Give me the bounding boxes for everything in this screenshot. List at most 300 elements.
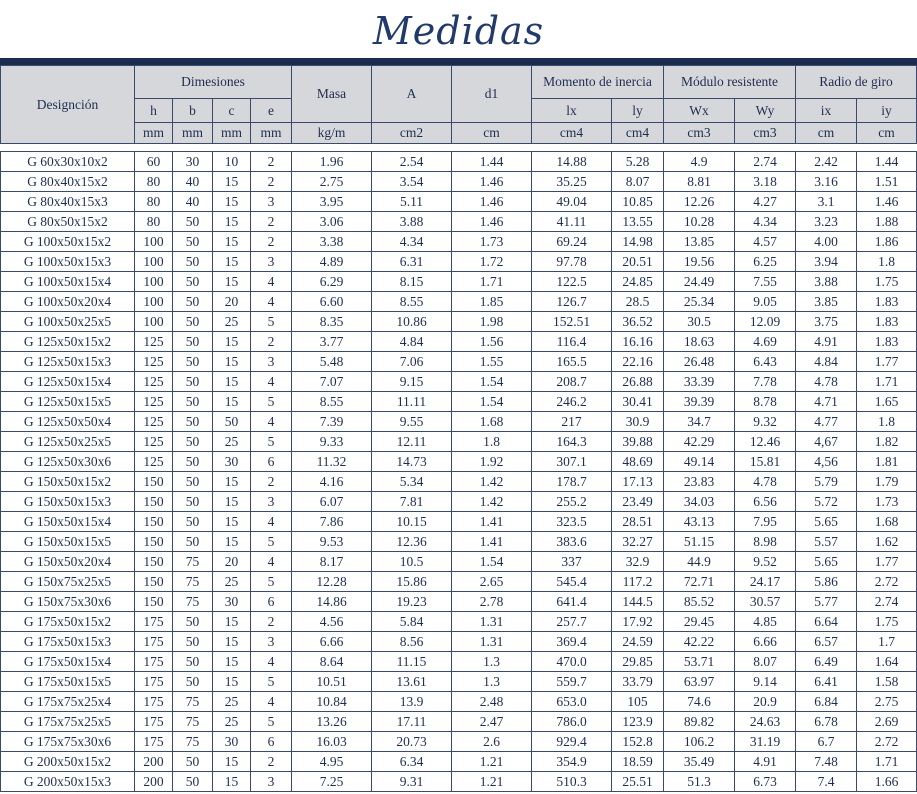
value-cell: 50 [173, 252, 213, 272]
value-cell: 126.7 [532, 292, 612, 312]
table-body [1, 152, 917, 792]
value-cell: 15 [213, 172, 251, 192]
value-cell: 4.91 [735, 752, 796, 772]
value-cell: 10.15 [372, 512, 452, 532]
value-cell: 30.9 [612, 412, 664, 432]
value-cell: 50 [173, 472, 213, 492]
value-cell: 4.89 [292, 252, 372, 272]
value-cell: 48.69 [612, 452, 664, 472]
header-radio-giro: Radio de giro [796, 66, 917, 99]
value-cell: 2.74 [735, 152, 796, 172]
value-cell: 1.21 [452, 752, 532, 772]
value-cell: 50 [173, 412, 213, 432]
value-cell: 178.7 [532, 472, 612, 492]
value-cell: 75 [173, 552, 213, 572]
header-d1: d1 [452, 66, 532, 123]
table-row [1, 192, 917, 212]
value-cell: 15 [213, 372, 251, 392]
value-cell: 2.65 [452, 572, 532, 592]
value-cell: 1.77 [857, 552, 917, 572]
value-cell: 25 [213, 712, 251, 732]
value-cell: 7.48 [796, 752, 857, 772]
value-cell: 4.27 [735, 192, 796, 212]
value-cell: 4.16 [292, 472, 372, 492]
value-cell: 1.31 [452, 612, 532, 632]
value-cell: 97.78 [532, 252, 612, 272]
value-cell: 2.54 [372, 152, 452, 172]
value-cell: 15.86 [372, 572, 452, 592]
value-cell: 15 [213, 192, 251, 212]
value-cell: 6 [251, 732, 292, 752]
value-cell: 125 [135, 332, 173, 352]
value-cell: 8.98 [735, 532, 796, 552]
value-cell: 9.32 [735, 412, 796, 432]
designation-cell: G 125x50x30x6 [1, 452, 135, 472]
value-cell: 75 [173, 592, 213, 612]
value-cell: 20 [213, 292, 251, 312]
value-cell: 4.85 [735, 612, 796, 632]
value-cell: 246.2 [532, 392, 612, 412]
value-cell: 337 [532, 552, 612, 572]
value-cell: 3.95 [292, 192, 372, 212]
value-cell: 4.34 [372, 232, 452, 252]
unit-cell: cm [796, 123, 857, 144]
value-cell: 1.8 [452, 432, 532, 452]
value-cell: 40 [173, 172, 213, 192]
subheader-b: b [173, 99, 213, 123]
value-cell: 3.38 [292, 232, 372, 252]
value-cell: 4 [251, 512, 292, 532]
unit-cell: cm3 [664, 123, 735, 144]
subheader-ly: ly [612, 99, 664, 123]
value-cell: 15 [213, 352, 251, 372]
value-cell: 8.55 [372, 292, 452, 312]
table-row [1, 352, 917, 372]
subheader-c: c [213, 99, 251, 123]
value-cell: 1.73 [452, 232, 532, 252]
value-cell: 150 [135, 552, 173, 572]
designation-cell: G 125x50x50x4 [1, 412, 135, 432]
value-cell: 8.15 [372, 272, 452, 292]
value-cell: 13.55 [612, 212, 664, 232]
value-cell: 32.27 [612, 532, 664, 552]
value-cell: 100 [135, 252, 173, 272]
value-cell: 9.15 [372, 372, 452, 392]
value-cell: 7.78 [735, 372, 796, 392]
value-cell: 69.24 [532, 232, 612, 252]
value-cell: 4 [251, 552, 292, 572]
value-cell: 6 [251, 452, 292, 472]
value-cell: 11.32 [292, 452, 372, 472]
designation-cell: G 175x75x30x6 [1, 732, 135, 752]
designation-cell: G 175x50x15x3 [1, 632, 135, 652]
designation-cell: G 150x50x15x3 [1, 492, 135, 512]
value-cell: 30.41 [612, 392, 664, 412]
value-cell: 653.0 [532, 692, 612, 712]
value-cell: 3 [251, 252, 292, 272]
designation-cell: G 150x50x20x4 [1, 552, 135, 572]
header-momento-inercia: Momento de inercia [532, 66, 664, 99]
value-cell: 29.85 [612, 652, 664, 672]
table-row [1, 592, 917, 612]
value-cell: 2 [251, 332, 292, 352]
table-row [1, 732, 917, 752]
value-cell: 125 [135, 352, 173, 372]
value-cell: 5.86 [796, 572, 857, 592]
value-cell: 1.7 [857, 632, 917, 652]
designation-cell: G 125x50x15x3 [1, 352, 135, 372]
value-cell: 1.21 [452, 772, 532, 792]
value-cell: 152.8 [612, 732, 664, 752]
value-cell: 17.13 [612, 472, 664, 492]
value-cell: 6.43 [735, 352, 796, 372]
value-cell: 3.85 [796, 292, 857, 312]
designation-cell: G 175x75x25x4 [1, 692, 135, 712]
value-cell: 50 [173, 512, 213, 532]
value-cell: 30 [173, 152, 213, 172]
value-cell: 50 [173, 292, 213, 312]
table-row [1, 372, 917, 392]
unit-cell: mm [213, 123, 251, 144]
value-cell: 100 [135, 292, 173, 312]
designation-cell: G 150x75x30x6 [1, 592, 135, 612]
value-cell: 1.96 [292, 152, 372, 172]
value-cell: 9.33 [292, 432, 372, 452]
table-row [1, 752, 917, 772]
value-cell: 3 [251, 772, 292, 792]
table-row [1, 212, 917, 232]
value-cell: 545.4 [532, 572, 612, 592]
value-cell: 1.71 [857, 752, 917, 772]
value-cell: 44.9 [664, 552, 735, 572]
value-cell: 8.35 [292, 312, 372, 332]
value-cell: 2 [251, 472, 292, 492]
value-cell: 28.5 [612, 292, 664, 312]
value-cell: 12.28 [292, 572, 372, 592]
value-cell: 5 [251, 532, 292, 552]
value-cell: 50 [173, 212, 213, 232]
header-gap [1, 144, 917, 152]
profiles-table [0, 65, 917, 792]
value-cell: 2.6 [452, 732, 532, 752]
value-cell: 6.73 [735, 772, 796, 792]
value-cell: 15 [213, 392, 251, 412]
value-cell: 39.88 [612, 432, 664, 452]
value-cell: 929.4 [532, 732, 612, 752]
value-cell: 15 [213, 472, 251, 492]
value-cell: 3 [251, 352, 292, 372]
value-cell: 23.83 [664, 472, 735, 492]
value-cell: 3.75 [796, 312, 857, 332]
value-cell: 10.86 [372, 312, 452, 332]
value-cell: 1.83 [857, 332, 917, 352]
value-cell: 19.56 [664, 252, 735, 272]
designation-cell: G 200x50x15x2 [1, 752, 135, 772]
unit-cell: cm4 [612, 123, 664, 144]
value-cell: 25.34 [664, 292, 735, 312]
value-cell: 12.26 [664, 192, 735, 212]
table-row [1, 332, 917, 352]
header-designacion: Designción [1, 66, 135, 144]
value-cell: 8.78 [735, 392, 796, 412]
value-cell: 1.68 [452, 412, 532, 432]
value-cell: 15 [213, 752, 251, 772]
value-cell: 29.45 [664, 612, 735, 632]
value-cell: 1.54 [452, 372, 532, 392]
value-cell: 1.83 [857, 292, 917, 312]
value-cell: 50 [173, 372, 213, 392]
value-cell: 2.74 [857, 592, 917, 612]
designation-cell: G 125x50x15x4 [1, 372, 135, 392]
value-cell: 2 [251, 612, 292, 632]
value-cell: 3 [251, 192, 292, 212]
designation-cell: G 175x50x15x2 [1, 612, 135, 632]
value-cell: 123.9 [612, 712, 664, 732]
subheader-ix: ix [796, 99, 857, 123]
value-cell: 5.72 [796, 492, 857, 512]
value-cell: 5.48 [292, 352, 372, 372]
value-cell: 6.64 [796, 612, 857, 632]
table-row [1, 612, 917, 632]
value-cell: 175 [135, 672, 173, 692]
value-cell: 75 [173, 712, 213, 732]
value-cell: 3.06 [292, 212, 372, 232]
value-cell: 2.72 [857, 572, 917, 592]
header-dimensiones: Dimesiones [135, 66, 292, 99]
value-cell: 200 [135, 772, 173, 792]
value-cell: 10.5 [372, 552, 452, 572]
unit-cell: mm [251, 123, 292, 144]
value-cell: 18.59 [612, 752, 664, 772]
value-cell: 1.82 [857, 432, 917, 452]
value-cell: 369.4 [532, 632, 612, 652]
value-cell: 1.86 [857, 232, 917, 252]
value-cell: 20.73 [372, 732, 452, 752]
value-cell: 17.92 [612, 612, 664, 632]
table-row [1, 652, 917, 672]
value-cell: 150 [135, 472, 173, 492]
value-cell: 75 [173, 732, 213, 752]
value-cell: 13.85 [664, 232, 735, 252]
designation-cell: G 175x50x15x4 [1, 652, 135, 672]
value-cell: 1.83 [857, 312, 917, 332]
value-cell: 1.41 [452, 512, 532, 532]
value-cell: 1.42 [452, 492, 532, 512]
designation-cell: G 80x50x15x2 [1, 212, 135, 232]
value-cell: 4.91 [796, 332, 857, 352]
value-cell: 11.15 [372, 652, 452, 672]
value-cell: 15 [213, 232, 251, 252]
value-cell: 175 [135, 692, 173, 712]
subheader-iy: iy [857, 99, 917, 123]
value-cell: 1.71 [452, 272, 532, 292]
value-cell: 80 [135, 212, 173, 232]
value-cell: 2.42 [796, 152, 857, 172]
value-cell: 4 [251, 272, 292, 292]
value-cell: 35.25 [532, 172, 612, 192]
unit-cell: cm [857, 123, 917, 144]
value-cell: 4 [251, 692, 292, 712]
value-cell: 8.17 [292, 552, 372, 572]
value-cell: 7.07 [292, 372, 372, 392]
value-cell: 17.11 [372, 712, 452, 732]
value-cell: 323.5 [532, 512, 612, 532]
value-cell: 15 [213, 772, 251, 792]
value-cell: 1.31 [452, 632, 532, 652]
designation-cell: G 150x50x15x2 [1, 472, 135, 492]
value-cell: 25 [213, 692, 251, 712]
value-cell: 24.59 [612, 632, 664, 652]
table-row [1, 712, 917, 732]
designation-cell: G 125x50x15x5 [1, 392, 135, 412]
value-cell: 15 [213, 272, 251, 292]
value-cell: 32.9 [612, 552, 664, 572]
value-cell: 31.19 [735, 732, 796, 752]
value-cell: 50 [173, 532, 213, 552]
value-cell: 1.46 [452, 172, 532, 192]
value-cell: 42.29 [664, 432, 735, 452]
value-cell: 7.06 [372, 352, 452, 372]
value-cell: 15 [213, 632, 251, 652]
value-cell: 35.49 [664, 752, 735, 772]
value-cell: 7.95 [735, 512, 796, 532]
value-cell: 8.55 [292, 392, 372, 412]
value-cell: 50 [173, 352, 213, 372]
page-title: Medidas [372, 9, 545, 53]
value-cell: 255.2 [532, 492, 612, 512]
value-cell: 6.57 [796, 632, 857, 652]
value-cell: 125 [135, 432, 173, 452]
value-cell: 1.46 [452, 192, 532, 212]
value-cell: 144.5 [612, 592, 664, 612]
value-cell: 8.07 [612, 172, 664, 192]
value-cell: 150 [135, 492, 173, 512]
value-cell: 106.2 [664, 732, 735, 752]
value-cell: 75 [173, 692, 213, 712]
value-cell: 8.56 [372, 632, 452, 652]
value-cell: 24.63 [735, 712, 796, 732]
value-cell: 9.05 [735, 292, 796, 312]
value-cell: 50 [173, 772, 213, 792]
table-row [1, 532, 917, 552]
value-cell: 4.84 [372, 332, 452, 352]
header-divider-bar [0, 58, 917, 65]
value-cell: 5.65 [796, 552, 857, 572]
value-cell: 2 [251, 752, 292, 772]
value-cell: 5 [251, 712, 292, 732]
table-row [1, 632, 917, 652]
value-cell: 354.9 [532, 752, 612, 772]
value-cell: 6.7 [796, 732, 857, 752]
value-cell: 50 [173, 672, 213, 692]
value-cell: 3 [251, 632, 292, 652]
table-row [1, 492, 917, 512]
value-cell: 30 [213, 452, 251, 472]
value-cell: 4 [251, 292, 292, 312]
value-cell: 1.55 [452, 352, 532, 372]
value-cell: 15 [213, 252, 251, 272]
value-cell: 15 [213, 672, 251, 692]
value-cell: 200 [135, 752, 173, 772]
value-cell: 3.18 [735, 172, 796, 192]
value-cell: 1.46 [857, 192, 917, 212]
designation-cell: G 100x50x20x4 [1, 292, 135, 312]
designation-cell: G 60x30x10x2 [1, 152, 135, 172]
value-cell: 2 [251, 152, 292, 172]
value-cell: 10.84 [292, 692, 372, 712]
value-cell: 85.52 [664, 592, 735, 612]
value-cell: 510.3 [532, 772, 612, 792]
value-cell: 34.03 [664, 492, 735, 512]
designation-cell: G 100x50x15x3 [1, 252, 135, 272]
value-cell: 6.29 [292, 272, 372, 292]
value-cell: 8.64 [292, 652, 372, 672]
value-cell: 1.71 [857, 372, 917, 392]
value-cell: 2.48 [452, 692, 532, 712]
designation-cell: G 80x40x15x2 [1, 172, 135, 192]
value-cell: 50 [173, 392, 213, 412]
value-cell: 6.49 [796, 652, 857, 672]
header-modulo-resistente: Módulo resistente [664, 66, 796, 99]
value-cell: 4 [251, 652, 292, 672]
value-cell: 3.23 [796, 212, 857, 232]
value-cell: 125 [135, 452, 173, 472]
value-cell: 3.16 [796, 172, 857, 192]
value-cell: 50 [173, 632, 213, 652]
value-cell: 9.53 [292, 532, 372, 552]
value-cell: 15 [213, 212, 251, 232]
value-cell: 1.44 [857, 152, 917, 172]
value-cell: 4.57 [735, 232, 796, 252]
value-cell: 1.72 [452, 252, 532, 272]
value-cell: 4 [251, 372, 292, 392]
value-cell: 9.14 [735, 672, 796, 692]
value-cell: 125 [135, 392, 173, 412]
unit-cell: cm [452, 123, 532, 144]
value-cell: 41.11 [532, 212, 612, 232]
value-cell: 5.77 [796, 592, 857, 612]
value-cell: 217 [532, 412, 612, 432]
value-cell: 2 [251, 212, 292, 232]
value-cell: 3.88 [372, 212, 452, 232]
value-cell: 641.4 [532, 592, 612, 612]
value-cell: 50 [213, 412, 251, 432]
value-cell: 470.0 [532, 652, 612, 672]
value-cell: 11.11 [372, 392, 452, 412]
value-cell: 13.61 [372, 672, 452, 692]
value-cell: 3.94 [796, 252, 857, 272]
value-cell: 1.3 [452, 672, 532, 692]
unit-cell: cm4 [532, 123, 612, 144]
value-cell: 1.79 [857, 472, 917, 492]
value-cell: 100 [135, 272, 173, 292]
value-cell: 15.81 [735, 452, 796, 472]
designation-cell: G 100x50x15x4 [1, 272, 135, 292]
subheader-e: e [251, 99, 292, 123]
value-cell: 33.79 [612, 672, 664, 692]
value-cell: 3.77 [292, 332, 372, 352]
value-cell: 74.6 [664, 692, 735, 712]
value-cell: 36.52 [612, 312, 664, 332]
value-cell: 4.84 [796, 352, 857, 372]
value-cell: 175 [135, 612, 173, 632]
value-cell: 20.9 [735, 692, 796, 712]
value-cell: 152.51 [532, 312, 612, 332]
value-cell: 208.7 [532, 372, 612, 392]
value-cell: 15 [213, 512, 251, 532]
value-cell: 5 [251, 432, 292, 452]
value-cell: 1.58 [857, 672, 917, 692]
